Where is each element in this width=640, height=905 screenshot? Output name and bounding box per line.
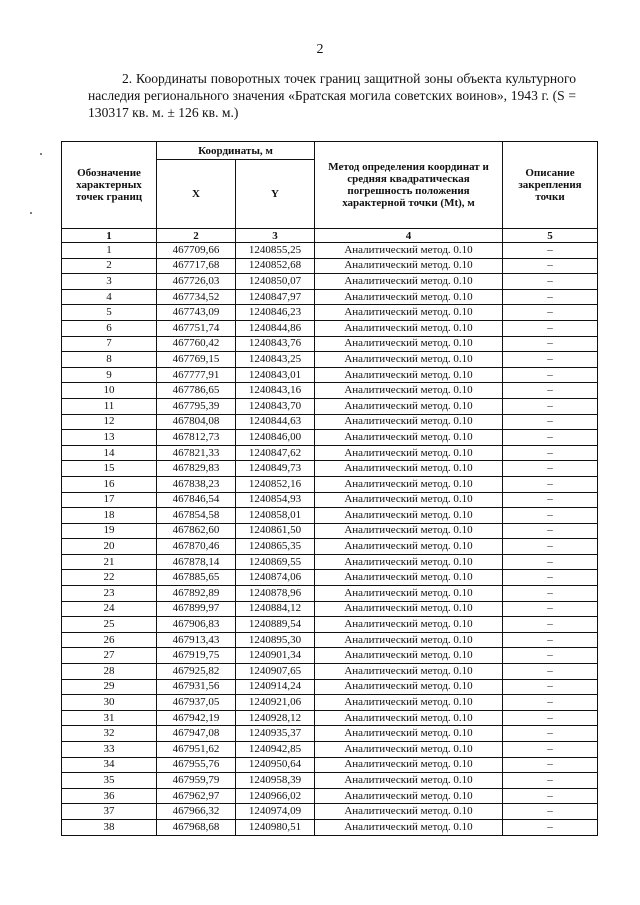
point-number-cell: 13 — [62, 430, 157, 446]
description-cell: – — [503, 679, 598, 695]
y-coordinate-cell: 1240950,64 — [236, 757, 315, 773]
x-coordinate-cell: 467919,75 — [157, 648, 236, 664]
point-number-cell: 35 — [62, 773, 157, 789]
y-coordinate-cell: 1240889,54 — [236, 617, 315, 633]
table-row — [62, 523, 598, 539]
description-cell: – — [503, 554, 598, 570]
x-coordinate-cell: 467968,68 — [157, 819, 236, 835]
x-coordinate-cell: 467846,54 — [157, 492, 236, 508]
method-cell: Аналитический метод. 0.10 — [315, 554, 503, 570]
x-coordinate-cell: 467777,91 — [157, 367, 236, 383]
method-cell: Аналитический метод. 0.10 — [315, 570, 503, 586]
method-cell: Аналитический метод. 0.10 — [315, 336, 503, 352]
x-coordinate-cell: 467955,76 — [157, 757, 236, 773]
method-cell: Аналитический метод. 0.10 — [315, 274, 503, 290]
point-number-cell: 3 — [62, 274, 157, 290]
description-cell: – — [503, 726, 598, 742]
description-cell: – — [503, 320, 598, 336]
point-number-cell: 19 — [62, 523, 157, 539]
description-cell: – — [503, 258, 598, 274]
y-coordinate-cell: 1240921,06 — [236, 695, 315, 711]
point-number-cell: 25 — [62, 617, 157, 633]
y-coordinate-cell: 1240843,76 — [236, 336, 315, 352]
table-row — [62, 398, 598, 414]
y-coordinate-cell: 1240878,96 — [236, 586, 315, 602]
method-cell: Аналитический метод. 0.10 — [315, 461, 503, 477]
table-row — [62, 695, 598, 711]
y-coordinate-cell: 1240958,39 — [236, 773, 315, 789]
description-cell: – — [503, 632, 598, 648]
table-row — [62, 757, 598, 773]
x-coordinate-cell: 467878,14 — [157, 554, 236, 570]
method-cell: Аналитический метод. 0.10 — [315, 367, 503, 383]
y-coordinate-cell: 1240844,63 — [236, 414, 315, 430]
method-cell: Аналитический метод. 0.10 — [315, 586, 503, 602]
column-number: 3 — [236, 229, 315, 243]
x-coordinate-cell: 467906,83 — [157, 617, 236, 633]
y-coordinate-cell: 1240843,01 — [236, 367, 315, 383]
x-coordinate-cell: 467892,89 — [157, 586, 236, 602]
description-cell: – — [503, 586, 598, 602]
point-number-cell: 28 — [62, 664, 157, 680]
description-cell: – — [503, 819, 598, 835]
method-cell: Аналитический метод. 0.10 — [315, 804, 503, 820]
table-row — [62, 601, 598, 617]
method-cell: Аналитический метод. 0.10 — [315, 773, 503, 789]
point-number-cell: 5 — [62, 305, 157, 321]
point-number-cell: 31 — [62, 710, 157, 726]
point-number-cell: 18 — [62, 508, 157, 524]
method-cell: Аналитический метод. 0.10 — [315, 383, 503, 399]
header-y: Y — [236, 160, 315, 229]
table-row — [62, 508, 598, 524]
x-coordinate-cell: 467717,68 — [157, 258, 236, 274]
method-cell: Аналитический метод. 0.10 — [315, 430, 503, 446]
header-description: Описание закрепления точки — [503, 142, 598, 229]
table-row — [62, 305, 598, 321]
table-row — [62, 414, 598, 430]
y-coordinate-cell: 1240914,24 — [236, 679, 315, 695]
header-point-designation: Обозначение характерных точек границ — [62, 142, 157, 229]
scan-speck — [40, 153, 42, 155]
method-cell: Аналитический метод. 0.10 — [315, 539, 503, 555]
description-cell: – — [503, 476, 598, 492]
table-body — [62, 243, 598, 836]
table-row — [62, 258, 598, 274]
x-coordinate-cell: 467962,97 — [157, 788, 236, 804]
coordinates-table — [61, 141, 598, 836]
method-cell: Аналитический метод. 0.10 — [315, 289, 503, 305]
point-number-cell: 30 — [62, 695, 157, 711]
description-cell: – — [503, 274, 598, 290]
x-coordinate-cell: 467786,65 — [157, 383, 236, 399]
x-coordinate-cell: 467760,42 — [157, 336, 236, 352]
method-cell: Аналитический метод. 0.10 — [315, 523, 503, 539]
table-row — [62, 710, 598, 726]
y-coordinate-cell: 1240852,68 — [236, 258, 315, 274]
method-cell: Аналитический метод. 0.10 — [315, 648, 503, 664]
x-coordinate-cell: 467795,39 — [157, 398, 236, 414]
description-cell: – — [503, 383, 598, 399]
table-row — [62, 554, 598, 570]
point-number-cell: 34 — [62, 757, 157, 773]
y-coordinate-cell: 1240855,25 — [236, 243, 315, 259]
table-row — [62, 804, 598, 820]
x-coordinate-cell: 467937,05 — [157, 695, 236, 711]
description-cell: – — [503, 773, 598, 789]
point-number-cell: 22 — [62, 570, 157, 586]
description-cell: – — [503, 601, 598, 617]
description-cell: – — [503, 243, 598, 259]
y-coordinate-cell: 1240852,16 — [236, 476, 315, 492]
method-cell: Аналитический метод. 0.10 — [315, 757, 503, 773]
description-cell: – — [503, 508, 598, 524]
table-row — [62, 726, 598, 742]
method-cell: Аналитический метод. 0.10 — [315, 664, 503, 680]
method-cell: Аналитический метод. 0.10 — [315, 476, 503, 492]
x-coordinate-cell: 467942,19 — [157, 710, 236, 726]
description-cell: – — [503, 398, 598, 414]
y-coordinate-cell: 1240844,86 — [236, 320, 315, 336]
point-number-cell: 1 — [62, 243, 157, 259]
y-coordinate-cell: 1240884,12 — [236, 601, 315, 617]
description-cell: – — [503, 695, 598, 711]
method-cell: Аналитический метод. 0.10 — [315, 632, 503, 648]
description-cell: – — [503, 742, 598, 758]
point-number-cell: 9 — [62, 367, 157, 383]
table-row — [62, 320, 598, 336]
table-row — [62, 539, 598, 555]
table-row — [62, 352, 598, 368]
table-row — [62, 383, 598, 399]
point-number-cell: 14 — [62, 445, 157, 461]
x-coordinate-cell: 467804,08 — [157, 414, 236, 430]
description-cell: – — [503, 804, 598, 820]
point-number-cell: 7 — [62, 336, 157, 352]
method-cell: Аналитический метод. 0.10 — [315, 414, 503, 430]
point-number-cell: 12 — [62, 414, 157, 430]
column-number: 4 — [315, 229, 503, 243]
x-coordinate-cell: 467726,03 — [157, 274, 236, 290]
method-cell: Аналитический метод. 0.10 — [315, 492, 503, 508]
method-cell: Аналитический метод. 0.10 — [315, 445, 503, 461]
table-row — [62, 289, 598, 305]
y-coordinate-cell: 1240858,01 — [236, 508, 315, 524]
description-cell: – — [503, 367, 598, 383]
y-coordinate-cell: 1240974,09 — [236, 804, 315, 820]
method-cell: Аналитический метод. 0.10 — [315, 695, 503, 711]
section-heading: 2. Координаты поворотных точек границ защитной зоны объекта культурного наследия регионального значения «Братская могила советских воинов», 1943 г. (S = 130317 кв. м. ± 126 кв. м.) — [88, 71, 576, 120]
method-cell: Аналитический метод. 0.10 — [315, 305, 503, 321]
x-coordinate-cell: 467951,62 — [157, 742, 236, 758]
x-coordinate-cell: 467838,23 — [157, 476, 236, 492]
description-cell: – — [503, 570, 598, 586]
y-coordinate-cell: 1240895,30 — [236, 632, 315, 648]
method-cell: Аналитический метод. 0.10 — [315, 243, 503, 259]
description-cell: – — [503, 414, 598, 430]
y-coordinate-cell: 1240928,12 — [236, 710, 315, 726]
point-number-cell: 21 — [62, 554, 157, 570]
point-number-cell: 15 — [62, 461, 157, 477]
point-number-cell: 11 — [62, 398, 157, 414]
method-cell: Аналитический метод. 0.10 — [315, 258, 503, 274]
y-coordinate-cell: 1240942,85 — [236, 742, 315, 758]
description-cell: – — [503, 757, 598, 773]
method-cell: Аналитический метод. 0.10 — [315, 617, 503, 633]
table-row — [62, 617, 598, 633]
description-cell: – — [503, 617, 598, 633]
y-coordinate-cell: 1240935,37 — [236, 726, 315, 742]
x-coordinate-cell: 467862,60 — [157, 523, 236, 539]
table-row — [62, 570, 598, 586]
table-row — [62, 476, 598, 492]
y-coordinate-cell: 1240847,62 — [236, 445, 315, 461]
point-number-cell: 23 — [62, 586, 157, 602]
y-coordinate-cell: 1240846,23 — [236, 305, 315, 321]
x-coordinate-cell: 467959,79 — [157, 773, 236, 789]
description-cell: – — [503, 523, 598, 539]
header-x: X — [157, 160, 236, 229]
table-row — [62, 788, 598, 804]
table-row — [62, 430, 598, 446]
table-row — [62, 679, 598, 695]
y-coordinate-cell: 1240865,35 — [236, 539, 315, 555]
description-cell: – — [503, 445, 598, 461]
column-number: 5 — [503, 229, 598, 243]
point-number-cell: 4 — [62, 289, 157, 305]
y-coordinate-cell: 1240861,50 — [236, 523, 315, 539]
description-cell: – — [503, 352, 598, 368]
method-cell: Аналитический метод. 0.10 — [315, 352, 503, 368]
y-coordinate-cell: 1240907,65 — [236, 664, 315, 680]
x-coordinate-cell: 467931,56 — [157, 679, 236, 695]
y-coordinate-cell: 1240874,06 — [236, 570, 315, 586]
description-cell: – — [503, 492, 598, 508]
column-number: 2 — [157, 229, 236, 243]
y-coordinate-cell: 1240846,00 — [236, 430, 315, 446]
description-cell: – — [503, 664, 598, 680]
point-number-cell: 6 — [62, 320, 157, 336]
description-cell: – — [503, 336, 598, 352]
description-cell: – — [503, 648, 598, 664]
point-number-cell: 38 — [62, 819, 157, 835]
method-cell: Аналитический метод. 0.10 — [315, 601, 503, 617]
point-number-cell: 16 — [62, 476, 157, 492]
scan-speck — [30, 212, 32, 214]
description-cell: – — [503, 710, 598, 726]
table-row — [62, 243, 598, 259]
point-number-cell: 26 — [62, 632, 157, 648]
y-coordinate-cell: 1240854,93 — [236, 492, 315, 508]
description-cell: – — [503, 305, 598, 321]
y-coordinate-cell: 1240849,73 — [236, 461, 315, 477]
x-coordinate-cell: 467966,32 — [157, 804, 236, 820]
description-cell: – — [503, 430, 598, 446]
x-coordinate-cell: 467709,66 — [157, 243, 236, 259]
method-cell: Аналитический метод. 0.10 — [315, 726, 503, 742]
table-row — [62, 648, 598, 664]
x-coordinate-cell: 467925,82 — [157, 664, 236, 680]
method-cell: Аналитический метод. 0.10 — [315, 679, 503, 695]
table-row — [62, 773, 598, 789]
point-number-cell: 27 — [62, 648, 157, 664]
y-coordinate-cell: 1240850,07 — [236, 274, 315, 290]
method-cell: Аналитический метод. 0.10 — [315, 788, 503, 804]
method-cell: Аналитический метод. 0.10 — [315, 742, 503, 758]
x-coordinate-cell: 467769,15 — [157, 352, 236, 368]
y-coordinate-cell: 1240869,55 — [236, 554, 315, 570]
method-cell: Аналитический метод. 0.10 — [315, 398, 503, 414]
description-cell: – — [503, 461, 598, 477]
description-cell: – — [503, 539, 598, 555]
point-number-cell: 37 — [62, 804, 157, 820]
method-cell: Аналитический метод. 0.10 — [315, 508, 503, 524]
point-number-cell: 29 — [62, 679, 157, 695]
x-coordinate-cell: 467734,52 — [157, 289, 236, 305]
table-row — [62, 492, 598, 508]
table-row — [62, 336, 598, 352]
page-number: 2 — [316, 42, 324, 57]
x-coordinate-cell: 467947,08 — [157, 726, 236, 742]
x-coordinate-cell: 467812,73 — [157, 430, 236, 446]
method-cell: Аналитический метод. 0.10 — [315, 710, 503, 726]
point-number-cell: 36 — [62, 788, 157, 804]
point-number-cell: 10 — [62, 383, 157, 399]
y-coordinate-cell: 1240843,16 — [236, 383, 315, 399]
method-cell: Аналитический метод. 0.10 — [315, 320, 503, 336]
table-row — [62, 445, 598, 461]
table-row — [62, 461, 598, 477]
table-row — [62, 586, 598, 602]
table-row — [62, 664, 598, 680]
y-coordinate-cell: 1240843,70 — [236, 398, 315, 414]
point-number-cell: 32 — [62, 726, 157, 742]
header-method: Метод определения координат и средняя квадратическая погрешность положения характерной точки (Mt), м — [315, 142, 503, 229]
y-coordinate-cell: 1240847,97 — [236, 289, 315, 305]
x-coordinate-cell: 467870,46 — [157, 539, 236, 555]
table-row — [62, 274, 598, 290]
point-number-cell: 20 — [62, 539, 157, 555]
y-coordinate-cell: 1240843,25 — [236, 352, 315, 368]
header-coordinates: Координаты, м — [157, 142, 315, 160]
description-cell: – — [503, 289, 598, 305]
table-row — [62, 819, 598, 835]
x-coordinate-cell: 467899,97 — [157, 601, 236, 617]
point-number-cell: 33 — [62, 742, 157, 758]
column-number: 1 — [62, 229, 157, 243]
x-coordinate-cell: 467913,43 — [157, 632, 236, 648]
point-number-cell: 17 — [62, 492, 157, 508]
y-coordinate-cell: 1240966,02 — [236, 788, 315, 804]
x-coordinate-cell: 467743,09 — [157, 305, 236, 321]
point-number-cell: 8 — [62, 352, 157, 368]
x-coordinate-cell: 467885,65 — [157, 570, 236, 586]
x-coordinate-cell: 467821,33 — [157, 445, 236, 461]
y-coordinate-cell: 1240901,34 — [236, 648, 315, 664]
x-coordinate-cell: 467854,58 — [157, 508, 236, 524]
x-coordinate-cell: 467751,74 — [157, 320, 236, 336]
description-cell: – — [503, 788, 598, 804]
table-row — [62, 742, 598, 758]
point-number-cell: 24 — [62, 601, 157, 617]
x-coordinate-cell: 467829,83 — [157, 461, 236, 477]
table-row — [62, 367, 598, 383]
table-row — [62, 632, 598, 648]
point-number-cell: 2 — [62, 258, 157, 274]
method-cell: Аналитический метод. 0.10 — [315, 819, 503, 835]
y-coordinate-cell: 1240980,51 — [236, 819, 315, 835]
